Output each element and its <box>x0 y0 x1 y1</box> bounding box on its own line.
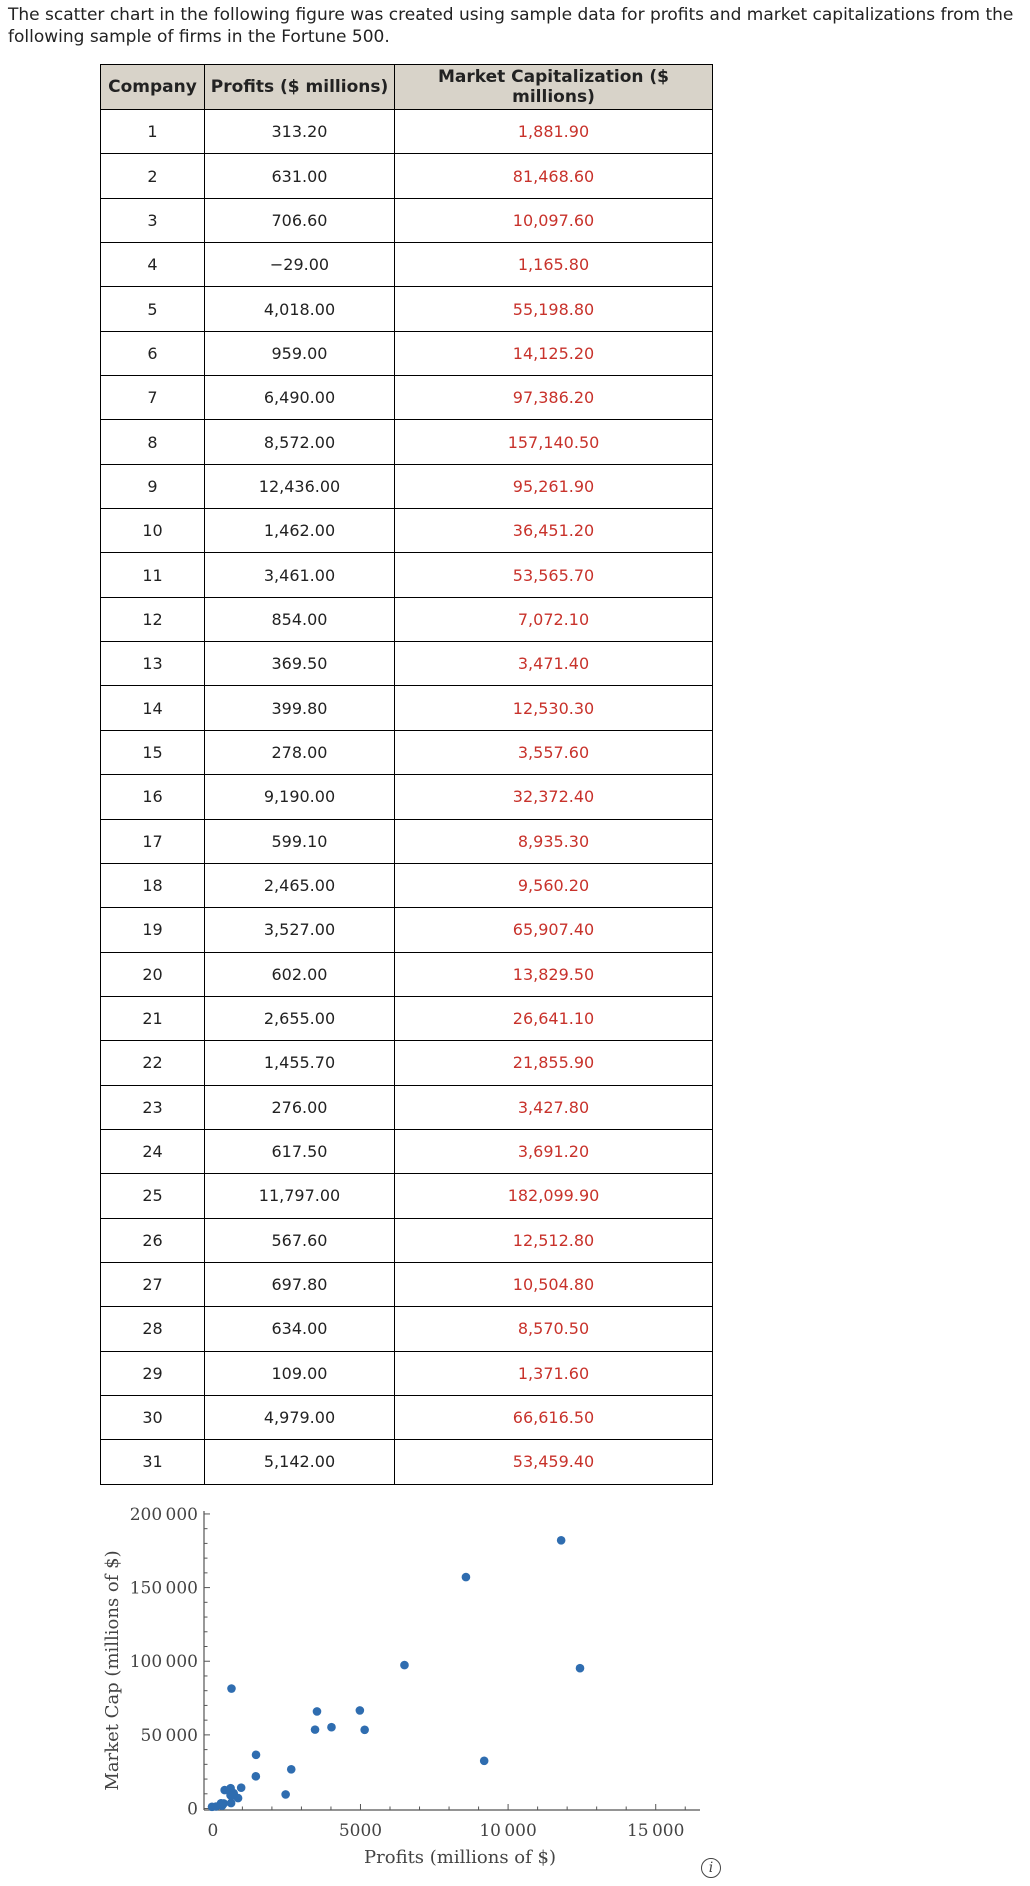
y-tick-label: 50 000 <box>140 1725 198 1746</box>
profits-cell: 599.10 <box>205 819 395 863</box>
profits-cell: 959.00 <box>205 331 395 375</box>
table-row <box>101 1395 713 1439</box>
scatter-point <box>576 1664 585 1673</box>
table-row <box>101 642 713 686</box>
table-row <box>101 1351 713 1395</box>
table-row <box>101 1174 713 1218</box>
table-row <box>101 154 713 198</box>
company-cell: 8 <box>101 420 205 464</box>
y-tick-label: 0 <box>187 1799 198 1820</box>
company-cell: 7 <box>101 376 205 420</box>
profits-cell: 6,490.00 <box>205 376 395 420</box>
company-cell: 5 <box>101 287 205 331</box>
market-cap-cell: 182,099.90 <box>395 1174 713 1218</box>
table-row <box>101 1440 713 1484</box>
market-cap-cell: 97,386.20 <box>395 376 713 420</box>
scatter-point <box>400 1661 409 1670</box>
table-row <box>101 509 713 553</box>
scatter-point <box>360 1725 369 1734</box>
y-tick-label: 100 000 <box>129 1652 198 1673</box>
table-row <box>101 863 713 907</box>
market-cap-cell: 1,165.80 <box>395 243 713 287</box>
firms-table <box>100 64 713 1485</box>
scatter-point <box>557 1536 566 1545</box>
company-cell: 12 <box>101 597 205 641</box>
market-cap-cell: 12,530.30 <box>395 686 713 730</box>
table-row <box>101 464 713 508</box>
company-cell: 20 <box>101 952 205 996</box>
table-row <box>101 376 713 420</box>
scatter-point <box>311 1725 320 1734</box>
company-cell: 9 <box>101 464 205 508</box>
profits-cell: 399.80 <box>205 686 395 730</box>
company-cell: 15 <box>101 730 205 774</box>
company-cell: 14 <box>101 686 205 730</box>
profits-cell: 278.00 <box>205 730 395 774</box>
header-profits: Profits ($ millions) <box>205 65 395 110</box>
profits-cell: 697.80 <box>205 1262 395 1306</box>
table-row <box>101 952 713 996</box>
company-cell: 25 <box>101 1174 205 1218</box>
market-cap-cell: 53,459.40 <box>395 1440 713 1484</box>
market-cap-cell: 8,935.30 <box>395 819 713 863</box>
scatter-point <box>227 1792 236 1801</box>
table-row <box>101 1085 713 1129</box>
profits-cell: 602.00 <box>205 952 395 996</box>
market-cap-cell: 3,427.80 <box>395 1085 713 1129</box>
table-row <box>101 996 713 1040</box>
market-cap-cell: 13,829.50 <box>395 952 713 996</box>
market-cap-cell: 8,570.50 <box>395 1307 713 1351</box>
table-row <box>101 775 713 819</box>
profits-cell: 369.50 <box>205 642 395 686</box>
profits-cell: 567.60 <box>205 1218 395 1262</box>
profits-cell: 5,142.00 <box>205 1440 395 1484</box>
table-row <box>101 1262 713 1306</box>
scatter-point <box>356 1706 365 1715</box>
table-row <box>101 597 713 641</box>
market-cap-cell: 1,371.60 <box>395 1351 713 1395</box>
x-tick-label: 15 000 <box>626 1821 685 1841</box>
company-cell: 29 <box>101 1351 205 1395</box>
scatter-point <box>480 1757 489 1766</box>
x-tick-label: 0 <box>207 1821 219 1841</box>
company-cell: 17 <box>101 819 205 863</box>
table-row <box>101 420 713 464</box>
header-market-cap: Market Capitalization ($ millions) <box>395 65 713 110</box>
company-cell: 30 <box>101 1395 205 1439</box>
company-cell: 1 <box>101 110 205 154</box>
x-tick-label: 5000 <box>338 1821 383 1841</box>
company-cell: 4 <box>101 243 205 287</box>
scatter-chart <box>100 1505 720 1885</box>
header-company: Company <box>101 65 205 110</box>
table-row <box>101 819 713 863</box>
profits-cell: 4,979.00 <box>205 1395 395 1439</box>
market-cap-cell: 66,616.50 <box>395 1395 713 1439</box>
company-cell: 26 <box>101 1218 205 1262</box>
table-body <box>101 110 713 1485</box>
scatter-point <box>327 1723 336 1732</box>
company-cell: 23 <box>101 1085 205 1129</box>
profits-cell: 634.00 <box>205 1307 395 1351</box>
table-row <box>101 1307 713 1351</box>
profits-cell: 2,465.00 <box>205 863 395 907</box>
market-cap-cell: 21,855.90 <box>395 1041 713 1085</box>
profits-cell: 854.00 <box>205 597 395 641</box>
table-header-row <box>101 65 713 110</box>
company-cell: 19 <box>101 908 205 952</box>
market-cap-cell: 53,565.70 <box>395 553 713 597</box>
company-cell: 11 <box>101 553 205 597</box>
profits-cell: 8,572.00 <box>205 420 395 464</box>
table-row <box>101 553 713 597</box>
profits-cell: 4,018.00 <box>205 287 395 331</box>
intro-text: The scatter chart in the following figure was created using sample data for profits and market capitalizations from the following sample of firms in the Fortune 500. <box>8 5 1014 47</box>
info-icon[interactable]: i <box>701 1858 721 1878</box>
market-cap-cell: 32,372.40 <box>395 775 713 819</box>
company-cell: 18 <box>101 863 205 907</box>
scatter-point <box>212 1802 221 1811</box>
table-row <box>101 243 713 287</box>
profits-cell: 11,797.00 <box>205 1174 395 1218</box>
company-cell: 21 <box>101 996 205 1040</box>
profits-cell: 706.60 <box>205 198 395 242</box>
company-cell: 2 <box>101 154 205 198</box>
profits-cell: 1,455.70 <box>205 1041 395 1085</box>
scatter-point <box>237 1783 246 1792</box>
scatter-point <box>281 1790 290 1799</box>
table-row <box>101 1218 713 1262</box>
table-row <box>101 686 713 730</box>
profits-cell: 3,527.00 <box>205 908 395 952</box>
market-cap-cell: 12,512.80 <box>395 1218 713 1262</box>
market-cap-cell: 10,504.80 <box>395 1262 713 1306</box>
market-cap-cell: 10,097.60 <box>395 198 713 242</box>
profits-cell: 1,462.00 <box>205 509 395 553</box>
company-cell: 31 <box>101 1440 205 1484</box>
profits-cell: 313.20 <box>205 110 395 154</box>
market-cap-cell: 9,560.20 <box>395 863 713 907</box>
scatter-point <box>252 1751 261 1760</box>
profits-cell: 2,655.00 <box>205 996 395 1040</box>
company-cell: 13 <box>101 642 205 686</box>
profits-cell: 9,190.00 <box>205 775 395 819</box>
company-cell: 3 <box>101 198 205 242</box>
company-cell: 16 <box>101 775 205 819</box>
market-cap-cell: 157,140.50 <box>395 420 713 464</box>
scatter-point <box>313 1707 322 1716</box>
market-cap-cell: 55,198.80 <box>395 287 713 331</box>
scatter-point <box>227 1684 236 1693</box>
table-row <box>101 730 713 774</box>
profits-cell: 109.00 <box>205 1351 395 1395</box>
table-row <box>101 1129 713 1173</box>
scatter-point <box>252 1772 261 1781</box>
market-cap-cell: 95,261.90 <box>395 464 713 508</box>
company-cell: 27 <box>101 1262 205 1306</box>
table-row <box>101 331 713 375</box>
market-cap-cell: 1,881.90 <box>395 110 713 154</box>
y-tick-label: 150 000 <box>129 1578 198 1599</box>
company-cell: 28 <box>101 1307 205 1351</box>
table-row <box>101 908 713 952</box>
company-cell: 6 <box>101 331 205 375</box>
table-row <box>101 287 713 331</box>
company-cell: 24 <box>101 1129 205 1173</box>
profits-cell: 617.50 <box>205 1129 395 1173</box>
market-cap-cell: 3,471.40 <box>395 642 713 686</box>
market-cap-cell: 14,125.20 <box>395 331 713 375</box>
table-row <box>101 198 713 242</box>
market-cap-cell: 7,072.10 <box>395 597 713 641</box>
profits-cell: 631.00 <box>205 154 395 198</box>
scatter-point <box>287 1765 296 1774</box>
market-cap-cell: 65,907.40 <box>395 908 713 952</box>
y-axis-title: Market Cap (millions of $) <box>102 1550 123 1791</box>
scatter-point <box>462 1573 471 1582</box>
market-cap-cell: 3,557.60 <box>395 730 713 774</box>
company-cell: 10 <box>101 509 205 553</box>
market-cap-cell: 3,691.20 <box>395 1129 713 1173</box>
market-cap-cell: 26,641.10 <box>395 996 713 1040</box>
market-cap-cell: 36,451.20 <box>395 509 713 553</box>
table-row <box>101 1041 713 1085</box>
x-tick-label: 10 000 <box>479 1821 537 1841</box>
market-cap-cell: 81,468.60 <box>395 154 713 198</box>
y-tick-label: 200 000 <box>129 1505 198 1525</box>
profits-cell: −29.00 <box>205 243 395 287</box>
profits-cell: 3,461.00 <box>205 553 395 597</box>
profits-cell: 12,436.00 <box>205 464 395 508</box>
x-axis-title: Profits (millions of $) <box>364 1847 556 1868</box>
table-row <box>101 110 713 154</box>
profits-cell: 276.00 <box>205 1085 395 1129</box>
company-cell: 22 <box>101 1041 205 1085</box>
